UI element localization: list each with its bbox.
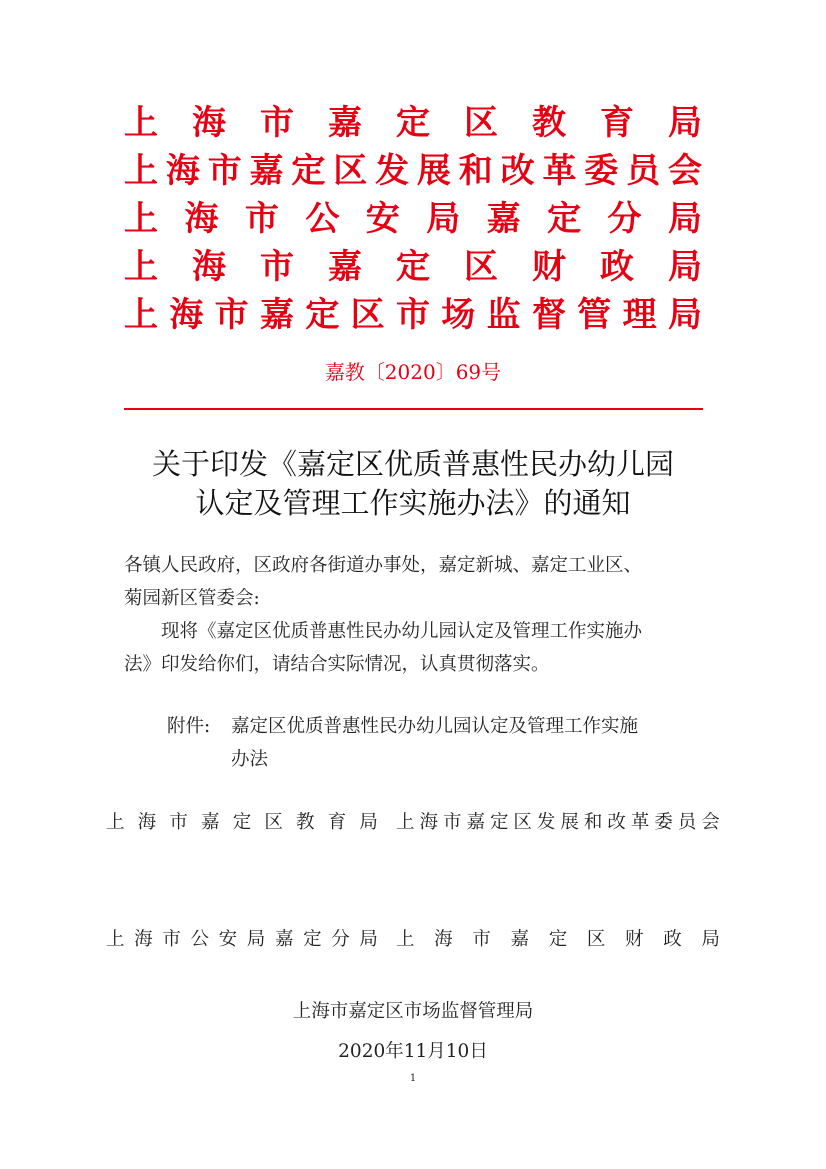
character: 管 <box>577 295 612 335</box>
attachment-line2: 办法 <box>231 749 269 770</box>
character: 分 <box>331 929 350 950</box>
character: 上 <box>124 103 158 143</box>
character: 市 <box>244 199 279 239</box>
character: 嘉 <box>249 151 284 191</box>
character: 上 <box>124 199 158 239</box>
character: 员 <box>677 812 697 833</box>
character: 育 <box>327 812 347 833</box>
signature-public-security <box>106 926 378 954</box>
character: 场 <box>441 295 476 335</box>
character: 育 <box>600 103 634 143</box>
character: 市 <box>260 247 294 287</box>
recipients-line1: 各镇人民政府，区政府各街道办事处，嘉定新城、嘉定工业区、 <box>124 555 643 576</box>
paragraph-line1: 现将《嘉定区优质普惠性民办幼儿园认定及管理工作实施办 <box>161 621 643 642</box>
character: 嘉 <box>466 812 485 833</box>
character: 海 <box>419 812 438 833</box>
character: 海 <box>165 151 200 191</box>
signature-edu-bureau <box>106 809 378 837</box>
character: 区 <box>513 812 532 833</box>
character: 上 <box>124 247 158 287</box>
character: 嘉 <box>328 103 362 143</box>
character: 定 <box>291 151 326 191</box>
character: 市 <box>214 295 249 335</box>
page-number: 1 <box>409 1073 417 1084</box>
character: 财 <box>532 247 566 287</box>
character: 安 <box>218 929 238 950</box>
character: 上 <box>124 151 158 191</box>
character: 市 <box>395 295 430 335</box>
character: 教 <box>296 812 315 833</box>
character: 局 <box>701 929 720 950</box>
character: 区 <box>264 812 283 833</box>
character: 局 <box>359 812 378 833</box>
character: 会 <box>701 812 720 833</box>
character: 局 <box>667 295 702 335</box>
character: 市 <box>260 103 294 143</box>
character: 局 <box>668 247 702 287</box>
issuer-line <box>124 196 702 242</box>
character: 委 <box>584 151 619 191</box>
character: 分 <box>607 199 642 239</box>
character: 局 <box>667 199 702 239</box>
character: 教 <box>532 103 566 143</box>
character: 市 <box>442 812 462 833</box>
character: 上 <box>124 295 158 335</box>
character: 和 <box>458 151 493 191</box>
character: 区 <box>586 929 606 950</box>
character: 委 <box>654 812 673 833</box>
character: 上 <box>106 812 125 833</box>
character: 局 <box>359 929 378 950</box>
character: 理 <box>622 295 657 335</box>
issuer-line <box>124 100 702 146</box>
character: 定 <box>303 929 322 950</box>
paragraph-line2: 法》印发给你们，请结合实际情况，认真贯彻落实。 <box>124 654 550 675</box>
character: 财 <box>625 929 644 950</box>
character: 市 <box>472 929 491 950</box>
character: 海 <box>434 929 453 950</box>
character: 区 <box>464 247 498 287</box>
character: 督 <box>531 295 566 335</box>
character: 政 <box>600 247 634 287</box>
character: 发 <box>536 812 556 833</box>
issuer-line <box>124 244 702 290</box>
character: 市 <box>162 929 181 950</box>
signature-finance <box>396 926 720 954</box>
character: 区 <box>464 103 498 143</box>
character: 发 <box>375 151 410 191</box>
character: 展 <box>560 812 579 833</box>
recipients-line2: 菊园新区管委会: <box>124 588 260 609</box>
character: 嘉 <box>328 247 362 287</box>
red-divider <box>124 408 703 410</box>
character: 革 <box>542 151 577 191</box>
signature-dev-reform <box>396 809 720 837</box>
character: 嘉 <box>486 199 521 239</box>
character: 局 <box>426 199 461 239</box>
attachment-line1: 嘉定区优质普惠性民办幼儿园认定及管理工作实施 <box>231 716 639 737</box>
character: 上 <box>396 929 415 950</box>
character: 定 <box>548 929 568 950</box>
character: 定 <box>305 295 340 335</box>
character: 海 <box>169 295 204 335</box>
character: 定 <box>232 812 252 833</box>
character: 上 <box>396 812 415 833</box>
document-number: 嘉教〔2020〕69号 <box>324 360 502 384</box>
notice-title-line2: 认定及管理工作实施办法》的通知 <box>195 486 631 520</box>
issuer-line <box>124 148 702 194</box>
character: 公 <box>305 199 340 239</box>
character: 海 <box>192 103 226 143</box>
character: 区 <box>350 295 385 335</box>
character: 展 <box>416 151 451 191</box>
character: 海 <box>137 812 157 833</box>
character: 公 <box>190 929 209 950</box>
attachment-label: 附件: <box>167 716 211 737</box>
character: 市 <box>169 812 188 833</box>
character: 上 <box>106 929 125 950</box>
character: 海 <box>134 929 153 950</box>
signature-market-supervision: 上海市嘉定区市场监督管理局 <box>292 1001 534 1022</box>
character: 市 <box>207 151 242 191</box>
character: 定 <box>396 247 430 287</box>
character: 会 <box>667 151 702 191</box>
character: 局 <box>246 929 266 950</box>
notice-title-line1: 关于印发《嘉定区优质普惠性民办幼儿园 <box>151 447 674 481</box>
character: 嘉 <box>274 929 294 950</box>
character: 海 <box>184 199 219 239</box>
character: 嘉 <box>259 295 294 335</box>
character: 革 <box>630 812 650 833</box>
character: 监 <box>486 295 521 335</box>
character: 政 <box>663 929 682 950</box>
character: 定 <box>547 199 582 239</box>
issue-date: 2020年11月10日 <box>338 1041 488 1062</box>
issuer-line <box>124 292 702 338</box>
character: 和 <box>583 812 603 833</box>
character: 区 <box>333 151 368 191</box>
character: 定 <box>396 103 430 143</box>
character: 嘉 <box>510 929 530 950</box>
character: 嘉 <box>201 812 220 833</box>
character: 局 <box>668 103 702 143</box>
character: 员 <box>626 151 661 191</box>
character: 改 <box>500 151 535 191</box>
character: 定 <box>489 812 509 833</box>
character: 海 <box>192 247 226 287</box>
character: 安 <box>365 199 400 239</box>
character: 改 <box>607 812 626 833</box>
